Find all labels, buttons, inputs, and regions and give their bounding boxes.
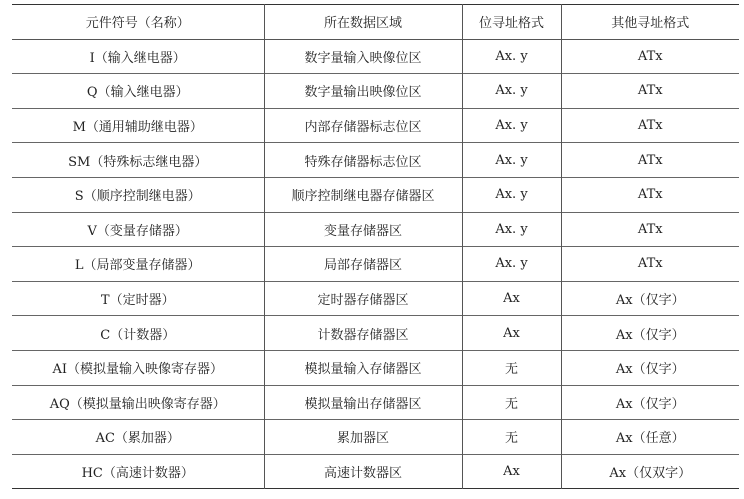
cell-component-symbol: HC（高速计数器）: [81, 466, 194, 482]
cell-other-address-format: Ax（仅字）: [561, 316, 739, 351]
table-row: [12, 74, 739, 109]
cell-data-area: 定时器存储器区: [264, 281, 462, 316]
table-row: [12, 39, 739, 74]
cell-other-address-format: Ax（任意）: [561, 420, 739, 455]
cell-other-address-format: ATx: [561, 247, 739, 282]
cell-data-area: 顺序控制继电器存储器区: [264, 177, 462, 212]
cell-data-area: 计数器存储器区: [264, 316, 462, 351]
cell-bit-address-format: Ax. y: [462, 108, 561, 143]
cell-bit-address-format: 无: [462, 385, 561, 420]
header-bit-address-format: 位寻址格式: [462, 5, 561, 40]
table-row: [12, 385, 739, 420]
cell-data-area: 局部存储器区: [264, 247, 462, 282]
cell-data-area: 模拟量输出存储器区: [264, 385, 462, 420]
cell-other-address-format: ATx: [561, 177, 739, 212]
cell-component-symbol: AC（累加器）: [95, 431, 180, 447]
cell-data-area: 数字量输入映像位区: [264, 39, 462, 74]
cell-component-symbol: T（定时器）: [100, 293, 175, 309]
cell-component-symbol: S（顺序控制继电器）: [74, 189, 201, 205]
cell-component-symbol: Q（输入继电器）: [86, 85, 189, 101]
cell-bit-address-format: 无: [462, 420, 561, 455]
cell-data-area: 数字量输出映像位区: [264, 74, 462, 109]
cell-data-area: 内部存储器标志位区: [264, 108, 462, 143]
table-body: [12, 39, 739, 489]
cell-data-area: 高速计数器区: [264, 454, 462, 489]
cell-other-address-format: Ax（仅字）: [561, 385, 739, 420]
table-row: [12, 143, 739, 178]
cell-data-area: 特殊存储器标志位区: [264, 143, 462, 178]
cell-bit-address-format: Ax. y: [462, 143, 561, 178]
cell-component-symbol: I（输入继电器）: [89, 50, 186, 66]
table-row: [12, 108, 739, 143]
cell-bit-address-format: Ax. y: [462, 212, 561, 247]
cell-bit-address-format: Ax. y: [462, 39, 561, 74]
cell-bit-address-format: Ax. y: [462, 74, 561, 109]
header-other-address-format: 其他寻址格式: [561, 5, 739, 40]
cell-bit-address-format: Ax: [462, 316, 561, 351]
header-component-symbol: 元件符号（名称）: [85, 16, 190, 32]
cell-component-symbol: V（变量存储器）: [87, 223, 188, 239]
cell-component-symbol: AI（模拟量输入映像寄存器）: [52, 362, 224, 378]
table-row: [12, 177, 739, 212]
cell-bit-address-format: Ax. y: [462, 177, 561, 212]
cell-data-area: 累加器区: [264, 420, 462, 455]
cell-other-address-format: Ax（仅字）: [561, 281, 739, 316]
cell-other-address-format: ATx: [561, 143, 739, 178]
header-data-area: 所在数据区域: [264, 5, 462, 40]
cell-component-symbol: SM（特殊标志继电器）: [68, 154, 208, 170]
cell-other-address-format: Ax（仅双字）: [561, 454, 739, 489]
cell-data-area: 变量存储器区: [264, 212, 462, 247]
cell-component-symbol: C（计数器）: [100, 327, 176, 343]
table-row: [12, 247, 739, 282]
cell-component-symbol: AQ（模拟量输出映像寄存器）: [49, 396, 226, 412]
cell-other-address-format: Ax（仅字）: [561, 350, 739, 385]
cell-component-symbol: M（通用辅助继电器）: [72, 120, 203, 136]
cell-data-area: 模拟量输入存储器区: [264, 350, 462, 385]
cell-bit-address-format: Ax. y: [462, 247, 561, 282]
table-row: [12, 281, 739, 316]
table-row: [12, 454, 739, 489]
cell-other-address-format: ATx: [561, 108, 739, 143]
table-row: [12, 212, 739, 247]
cell-other-address-format: ATx: [561, 39, 739, 74]
cell-bit-address-format: 无: [462, 350, 561, 385]
table-row: [12, 316, 739, 351]
cell-bit-address-format: Ax: [462, 281, 561, 316]
table-row: [12, 420, 739, 455]
table-header-row: [12, 5, 739, 40]
table-row: [12, 350, 739, 385]
cell-other-address-format: ATx: [561, 74, 739, 109]
cell-bit-address-format: Ax: [462, 454, 561, 489]
cell-component-symbol: L（局部变量存储器）: [74, 258, 201, 274]
cell-other-address-format: ATx: [561, 212, 739, 247]
addressing-table: [12, 4, 739, 489]
